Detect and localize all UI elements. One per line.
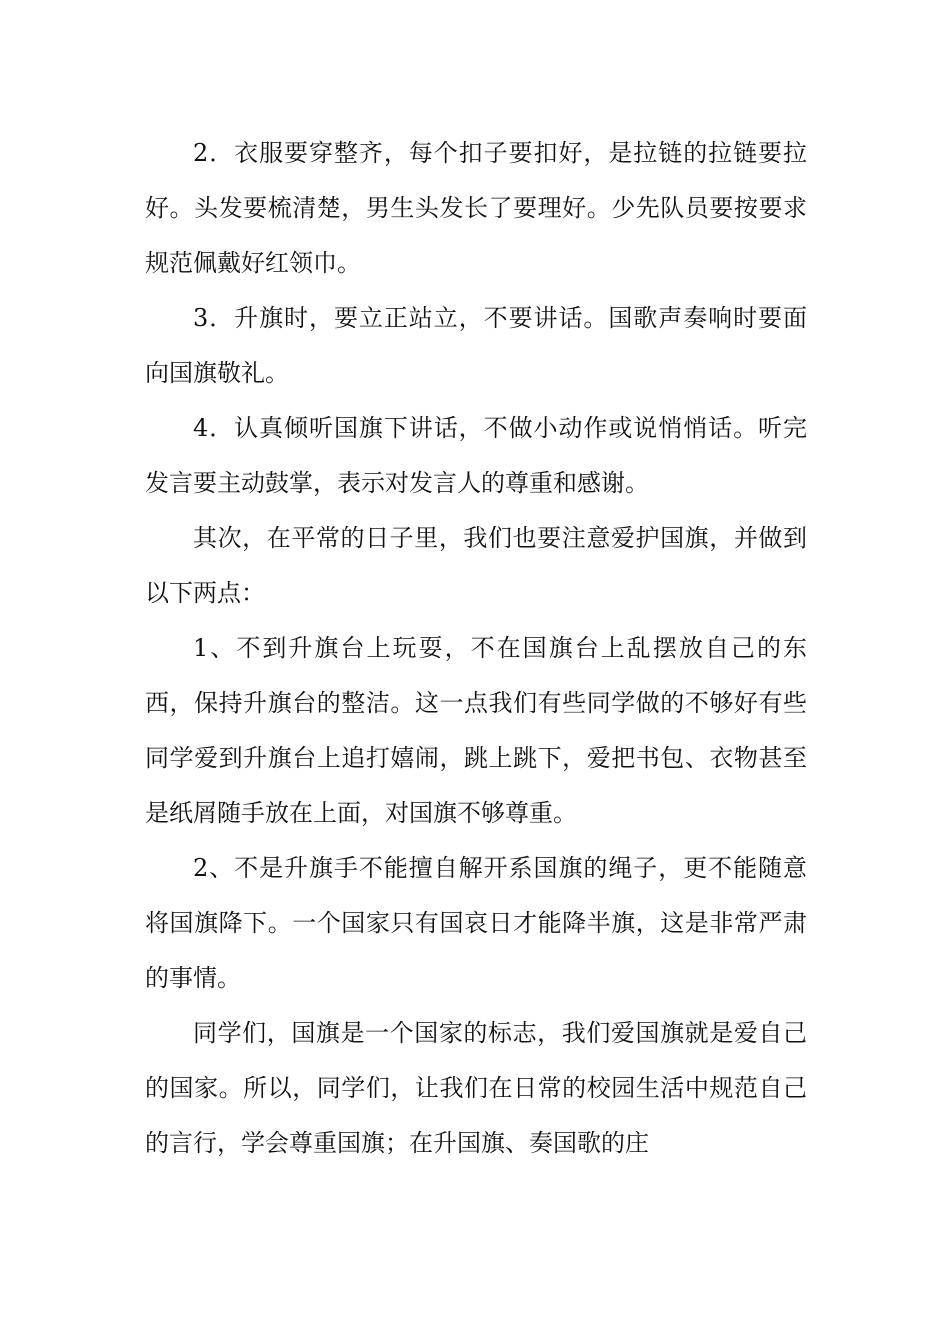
paragraph-conclusion: 同学们，国旗是一个国家的标志，我们爱国旗就是爱自己的国家。所以，同学们，让我们在日常的校园生活中规范自己的言行，学会尊重国旗；在升国旗、奏国歌的庄 [145, 1019, 807, 1157]
document-page [145, 126, 807, 1171]
paragraph-daily-care-intro: 其次，在平常的日子里，我们也要注意爱护国旗，并做到以下两点： [145, 524, 807, 607]
paragraph-flag-raising-posture: 3．升旗时，要立正站立，不要讲话。国歌声奏响时要面向国旗敬礼。 [145, 304, 807, 387]
paragraph-rope-rule: 2、不是升旗手不能擅自解开系国旗的绳子，更不能随意将国旗降下。一个国家只有国哀日才能降半旗，这是非常严肃的事情。 [145, 854, 807, 992]
paragraph-dress-rules: 2．衣服要穿整齐，每个扣子要扣好，是拉链的拉链要拉好。头发要梳清楚，男生头发长了要理好。少先队员要按要求规范佩戴好红领巾。 [145, 139, 807, 277]
paragraph-listen-speech: 4．认真倾听国旗下讲话，不做小动作或说悄悄话。听完发言要主动鼓掌，表示对发言人的尊重和感谢。 [145, 414, 807, 497]
paragraph-platform-rule: 1、不到升旗台上玩耍，不在国旗台上乱摆放自己的东西，保持升旗台的整洁。这一点我们有些同学做的不够好有些同学爱到升旗台上追打嬉闹，跳上跳下，爱把书包、衣物甚至是纸屑随手放在上面，对国旗不够尊重。 [145, 634, 807, 827]
